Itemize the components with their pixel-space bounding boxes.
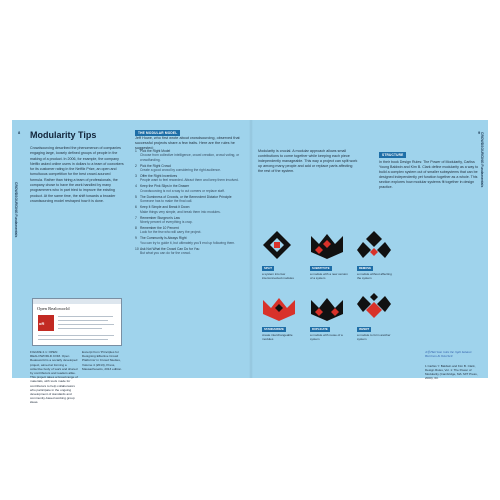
list-item: 5 The Dumbness of Crowds, or the Benevolent Dictator Principle Someone has to make the final call. (135, 194, 232, 204)
standardize-module-icon (262, 292, 296, 322)
invert-module-icon (357, 292, 391, 322)
remove-module-icon (357, 230, 391, 260)
icon-label: REMOVE a module without affecting the system (357, 266, 392, 280)
content-line (58, 324, 114, 325)
modularity-paragraph: Modularity is crucial. A modular approach allows small contributions to come together while keeping each piece independently manageable. This way a project can split work up among many people and add or replace parts affecting the rest of the system. (258, 149, 358, 174)
icon-label: SUBSTITUTE a module with a new version of a system (310, 266, 348, 280)
icon-label: INVERT a module to form another system (357, 327, 391, 341)
browser-bar (33, 299, 121, 304)
structure-tag: STRUCTURE (379, 152, 406, 158)
content-line (58, 316, 113, 317)
list-item: 7 Remember Sturgeon's Law Ninety percent of everything is crap. (135, 215, 193, 224)
structure-paragraph: In their book Design Rules: The Power of Modularity, Carliss Young Baldwin and Kim B. Clark define modularity as a way to build a complex system out of smaller subsystems that can be designed independently yet function together as a whole. This section explores how modular systems fit together in design practice. (379, 160, 479, 190)
website-title: Open Realoworld (37, 306, 70, 311)
list-item: 1 Pick the Right Model Choose from collective intelligence, crowd creation, crowd voting, or crowdfunding. (135, 149, 240, 162)
section-tag: THE MODULAR MODEL (135, 130, 180, 136)
content-line (58, 328, 102, 329)
list-item: 2 Pick the Right Crowd Create a good crowd by considering the right audience. (135, 163, 221, 172)
left-running-head: CROWDSOURCING Fundamentals (14, 182, 18, 238)
figure-caption: FIGURE 2.1: OPEN REALOWORLD.COM. Open Realoworld is a socially developed project, aimed at forming a collective body of work and shared by contributors and readers alike. This project takes a broad range of materials, with tools made for contributors to help collaborators who participate in the ongoing development of standards and community-based working group ideas. (30, 350, 78, 405)
icon-label: STANDARDIZE create interchangeable modules (262, 327, 293, 341)
icon-label: SPLIT a system into few interconnected modules (262, 266, 294, 280)
list-item: 3 Offer the Right Incentives People want to feel rewarded. Attract them and keep them involved. (135, 174, 239, 183)
icon-label: DUPLICATE a module with reuse of a system (310, 327, 343, 341)
list-item: 10 Ask Not What the Crowd Can Do for You But what you can do for the crowd. (135, 246, 200, 256)
website-screenshot (32, 298, 122, 346)
handwritten-note: Jeff Harrison rules the right balance Harrison & Osterhelt (425, 350, 472, 359)
right-page-number: 9 (478, 130, 481, 135)
substitute-module-icon (310, 230, 344, 260)
list-intro: Jeff Howe, who first wrote about crowdsourcing, observed that successful projects share a few traits. Here are the rules he suggested: (135, 136, 240, 150)
left-page-number: 8 (18, 130, 21, 135)
page-heading: Modularity Tips (30, 130, 97, 140)
right-running-head: CROWDSOURCING Fundamentals (480, 132, 484, 188)
book-spread (12, 120, 488, 405)
footnote: 1 Carliss Y. Baldwin and Kim B. Clark, Design Rules, Vol. 1: The Power of Modularity (Cambridge, MA: MIT Press, 2000), 63. (425, 364, 478, 380)
split-module-icon (262, 230, 292, 260)
list-item: 4 Keep the Pink Slips in the Drawer Crowdsourcing is not a way to cut corners or replace staff. (135, 184, 225, 193)
list-item: 8 Remember the 10 Percent Look for the few who will carry the project. (135, 226, 202, 235)
site-logo-text: oR (39, 321, 45, 326)
content-line (38, 339, 108, 340)
sidebar-caption: Excerpt from 'Principles for Designing Effective Crowd Platforms' in Crowd Studies, Volume 4 (2013), Press, Massachusetts, 2013 edition. (82, 350, 123, 371)
list-item: 9 The Community Is Always Right You can try to guide it, but ultimately you'll end up following them. (135, 236, 236, 245)
content-line (58, 320, 108, 321)
content-line (38, 335, 114, 336)
intro-paragraph: Crowdsourcing described the phenomenon of companies engaging large, loosely defined groups of people in the making of a product. In 2006, for example, the company Netflix asked online users in dollars to a team of coworkers for its customer rating in the Netflix Prize, an open and tumultuous competition for the best crowd-sourced formula. Rather than hiring a team of professionals, the company chose to have the work handled by many programmers who in part tried to improve the existing product. At the same time, the shift towards a broader crowdsourcing model reshaped how it is done. (30, 146, 124, 203)
list-item: 6 Keep It Simple and Break It Down Make things very simple, and break them into modules. (135, 205, 221, 214)
tips-list (135, 149, 253, 257)
duplicate-module-icon (310, 292, 344, 322)
